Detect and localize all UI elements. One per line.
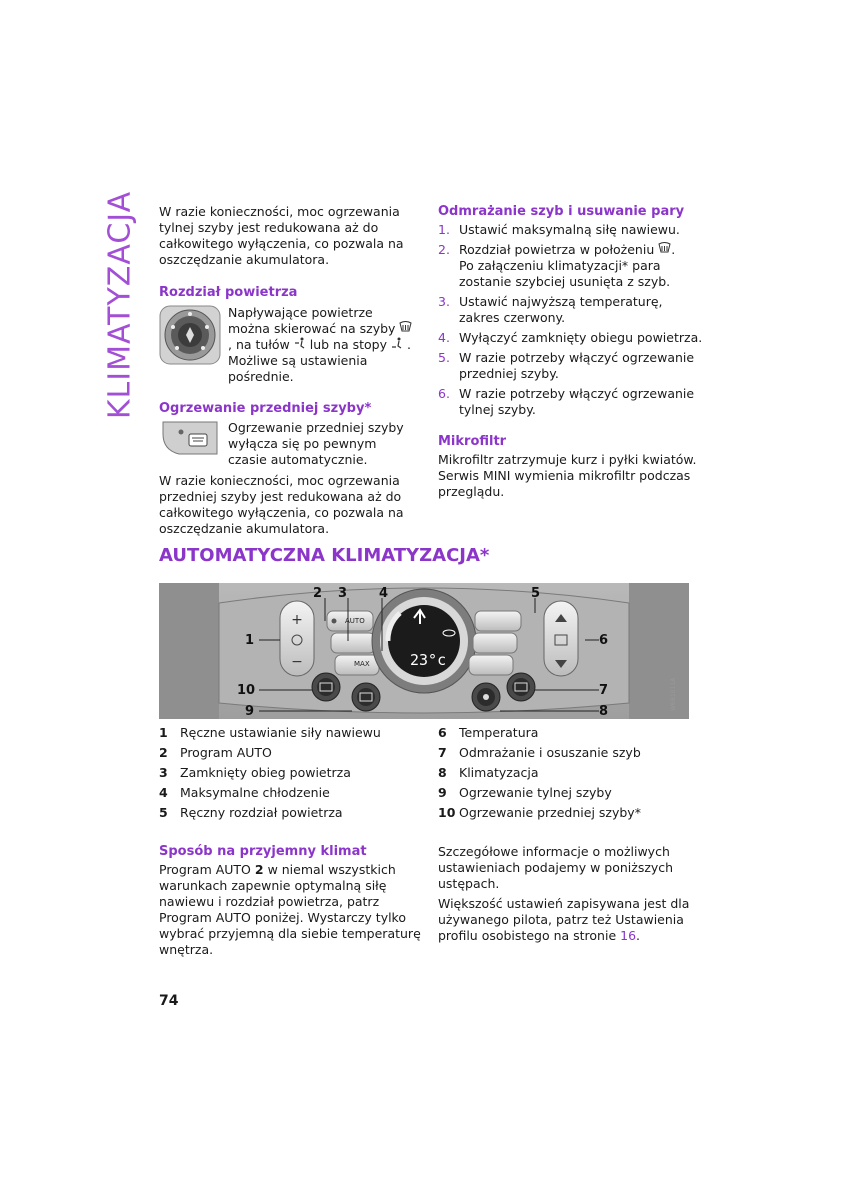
ogrzewanie-title: Ogrzewanie przedniej szyby* xyxy=(159,401,372,416)
legend-left xyxy=(159,725,429,825)
step: 6. W razie potrzeby włączyć ogrzewanie tylnej szyby. xyxy=(438,386,695,417)
legend-item: 7 Odmrażanie i osuszanie szyb xyxy=(438,745,641,760)
legend-right xyxy=(438,725,708,825)
callout-5: 5 xyxy=(531,586,541,601)
torso-air-icon xyxy=(294,337,310,352)
step: 5. W razie potrzeby włączyć ogrzewanie przedniej szyby. xyxy=(438,350,695,381)
right-column xyxy=(438,204,703,500)
auto-button-label: AUTO xyxy=(345,617,365,625)
sposob-text: Program AUTO 2 w niemal wszystkich warunkach zapewnie optymalną siłę nawiewu i rozdział powietrza, patrz Program AUTO poniżej. Wystarczy tylko wybrać przyjemną dla siebie temperaturę wnętrza. xyxy=(159,862,421,957)
info-text-2: Większość ustawień zapisywana jest dla używanego pilota, patrz też Ustawienia profilu osobistego na stronie 16. xyxy=(438,896,690,943)
callout-1: 1 xyxy=(245,633,255,648)
intro-text: W razie konieczności, moc ogrzewania tylnej szyby jest redukowana aż do całkowitego wyłączenia, co pozwala na oszczędzanie akumulatora. xyxy=(159,204,404,267)
info-section xyxy=(438,844,703,944)
sposob-title: Sposób na przyjemny klimat xyxy=(159,844,367,859)
left-column xyxy=(159,204,419,537)
svg-text:−: − xyxy=(291,654,303,670)
callout-9: 9 xyxy=(245,704,255,719)
feet-air-icon xyxy=(391,337,407,352)
legend-item: 2 Program AUTO xyxy=(159,745,272,760)
windshield-heating-button-icon xyxy=(159,420,221,456)
svg-text:+: + xyxy=(291,612,303,628)
step: 2. Rozdział powietrza w położeniu . Po załączeniu klimatyzacji* para zostanie szybciej usunięta z szyb. xyxy=(438,242,676,289)
max-button-label: MAX xyxy=(354,660,370,668)
page-number: 74 xyxy=(159,993,179,1009)
mikrofiltr-text: Mikrofiltr zatrzymuje kurz i pyłki kwiatów. Serwis MINI wymienia mikrofiltr podczas przeglądu. xyxy=(438,452,697,499)
step: 4. Wyłączyć zamknięty obiegu powietrza. xyxy=(438,330,703,345)
windshield-air-icon xyxy=(399,321,412,336)
legend-item: 10 Ogrzewanie przedniej szyby* xyxy=(438,805,641,820)
legend-item: 5 Ręczny rozdział powietrza xyxy=(159,805,343,820)
air-distribution-knob-icon xyxy=(159,305,221,365)
ogrzewanie-text: Ogrzewanie przedniej szyby wyłącza się po pewnym czasie automatycznie. xyxy=(228,420,404,467)
side-tab-label: KLIMATYZACJA xyxy=(102,190,138,420)
step: 3. Ustawić najwyższą temperaturę, zakres czerwony. xyxy=(438,294,663,325)
legend-item: 4 Maksymalne chłodzenie xyxy=(159,785,330,800)
sposob-section xyxy=(159,844,421,958)
odmrazanie-title: Odmrażanie szyb i usuwanie pary xyxy=(438,204,685,219)
info-text-1: Szczegółowe informacje o możliwych ustawieniach podajemy w poniższych ustępach. xyxy=(438,844,674,891)
display-temperature: 23°c xyxy=(410,651,447,669)
ogrzewanie-text2: W razie konieczności, moc ogrzewania przedniej szyby jest redukowana aż do całkowitego wyłączenia, co pozwala na oszczędzanie akumulatora. xyxy=(159,473,404,536)
legend-item: 1 Ręczne ustawianie siły nawiewu xyxy=(159,725,381,740)
odmrazanie-steps xyxy=(438,222,703,418)
step: 1. Ustawić maksymalną siłę nawiewu. xyxy=(438,222,680,237)
legend-item: 6 Temperatura xyxy=(438,725,539,740)
side-tab xyxy=(100,190,140,420)
rozdzial-text: Napływające powietrze można skierować na szyby , na tułów lub na stopy . Możliwe są ustawienia pośrednie. xyxy=(228,305,411,384)
rozdzial-title: Rozdział powietrza xyxy=(159,285,298,300)
page-link[interactable]: 16 xyxy=(620,928,637,943)
legend-item: 9 Ogrzewanie tylnej szyby xyxy=(438,785,612,800)
windshield-air-icon xyxy=(658,242,671,257)
callout-6: 6 xyxy=(599,633,609,648)
callout-3: 3 xyxy=(338,586,348,601)
callout-4: 4 xyxy=(379,586,389,601)
callout-7: 7 xyxy=(599,683,609,698)
legend-item: 3 Zamknięty obieg powietrza xyxy=(159,765,351,780)
image-code: W6B1011A xyxy=(670,677,677,711)
callout-2: 2 xyxy=(313,586,323,601)
mikrofiltr-title: Mikrofiltr xyxy=(438,434,507,449)
climate-control-panel xyxy=(159,583,689,719)
legend-item: 8 Klimatyzacja xyxy=(438,765,539,780)
callout-8: 8 xyxy=(599,704,609,719)
section-title: AUTOMATYCZNA KLIMATYZACJA* xyxy=(159,545,490,566)
callout-10: 10 xyxy=(237,683,256,698)
